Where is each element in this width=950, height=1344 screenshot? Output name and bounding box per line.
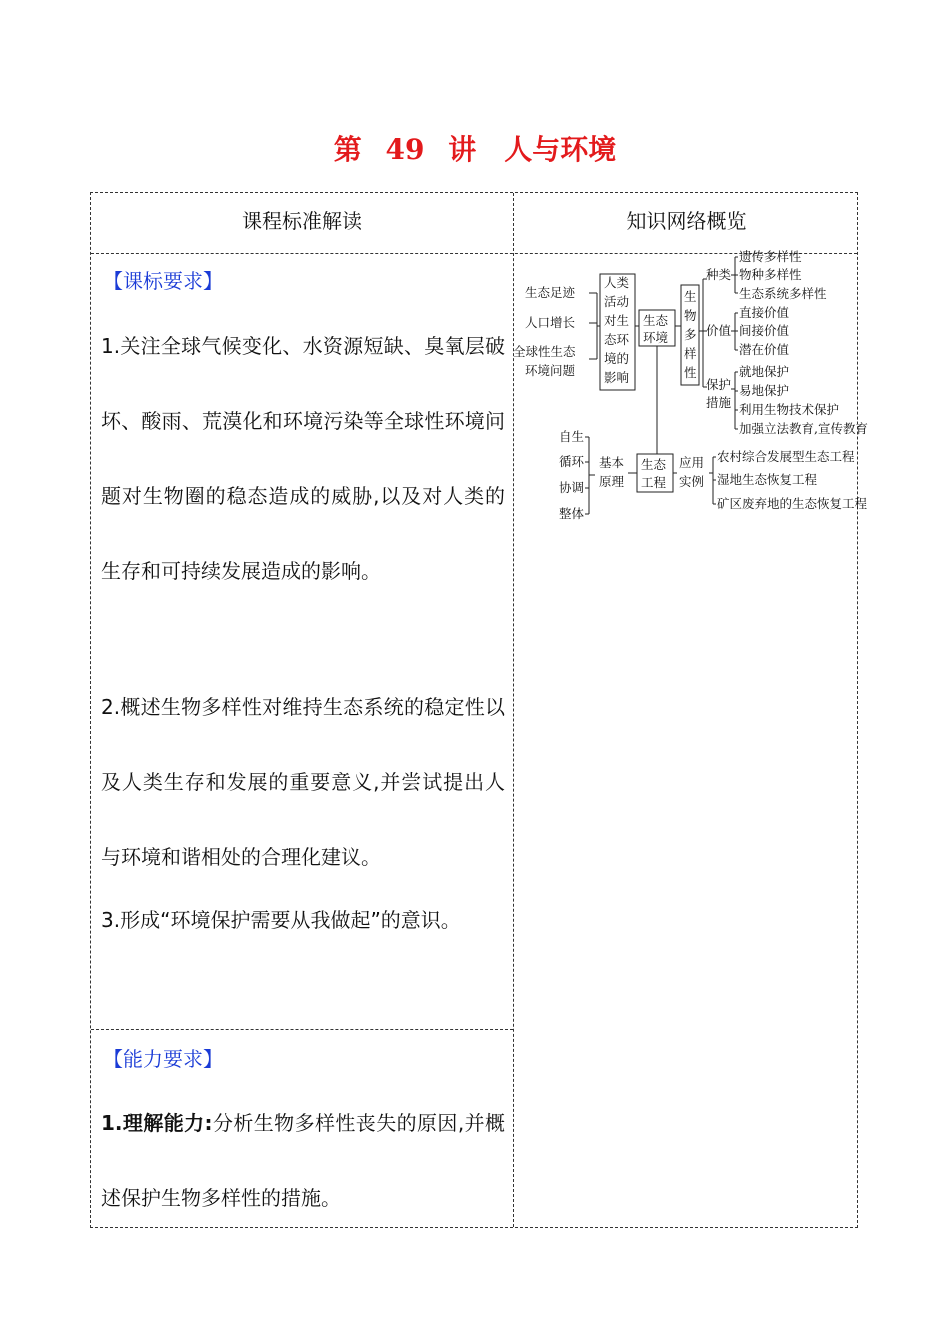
section-divider (91, 1029, 513, 1030)
node-example-rural: 农村综合发展型生态工程 (717, 449, 855, 464)
node-value-direct: 直接价值 (739, 305, 790, 320)
node-principle-whole: 整体 (559, 506, 585, 521)
left-column-header: 课程标准解读 (242, 209, 362, 233)
node-principle-coord: 协调 (559, 480, 585, 495)
node-protect-biotech: 利用生物技术保护 (739, 402, 840, 417)
node-bio-3: 多 (684, 327, 697, 342)
node-apply-label-2: 实例 (679, 474, 705, 489)
node-bio-1: 生 (684, 289, 697, 304)
node-ecological-footprint: 生态足迹 (525, 285, 576, 300)
node-bio-2: 物 (684, 308, 697, 323)
ability-item-text: 分析生物多样性丧失的原因,并概述保护生物多样性的措施。 (101, 1111, 505, 1210)
node-basic-label-1: 基本 (599, 455, 625, 470)
diagram-svg (513, 249, 868, 547)
node-apply-label-1: 应用 (679, 455, 705, 470)
node-impact-5: 境的 (604, 351, 630, 366)
standard-item-3: 3.形成“环境保护需要从我做起”的意识。 (101, 908, 461, 932)
standard-item-1: 1.关注全球气候变化、水资源短缺、臭氧层破坏、酸雨、荒漠化和环境污染等全球性环境问题对生物圈的稳态造成的威胁,以及对人类的生存和可持续发展造成的影响。 (101, 334, 505, 583)
node-protect-legislation: 加强立法教育,宣传教育 (739, 421, 868, 436)
node-principle-cycle: 循环 (559, 454, 585, 469)
node-eco-env-2: 环境 (643, 330, 669, 345)
ability-heading: 【能力要求】 (103, 1047, 223, 1071)
node-type-species: 物种多样性 (739, 267, 802, 282)
node-protect-insitu: 就地保护 (739, 364, 790, 379)
node-global-env-2: 环境问题 (525, 363, 576, 378)
ability-item-1 (101, 1086, 505, 1236)
node-eng-1: 生态 (641, 457, 667, 472)
page-title: 第 49 讲 人与环境 (333, 133, 617, 166)
node-global-env-1: 全球性生态 (513, 344, 576, 359)
node-value-potential: 潜在价值 (739, 342, 790, 357)
node-impact-4: 态环 (604, 332, 630, 347)
content-table (90, 192, 868, 1228)
node-impact-3: 对生 (604, 313, 630, 328)
node-protect-exsitu: 易地保护 (739, 383, 790, 398)
node-impact-2: 活动 (604, 294, 630, 309)
standard-item-2: 2.概述生物多样性对维持生态系统的稳定性以及人类生存和发展的重要意义,并尝试提出人与环境和谐相处的合理化建议。 (101, 695, 505, 869)
node-value-label: 价值 (706, 323, 732, 338)
node-eco-env-1: 生态 (643, 313, 669, 328)
right-column-header: 知识网络概览 (626, 209, 747, 233)
knowledge-network-diagram (513, 249, 868, 547)
node-bio-5: 性 (684, 365, 697, 380)
node-impact-6: 影响 (604, 370, 630, 385)
node-bio-4: 样 (684, 346, 697, 361)
standards-heading: 【课标要求】 (103, 269, 223, 293)
node-population-growth: 人口增长 (525, 315, 576, 330)
node-types-label: 种类 (706, 267, 732, 282)
node-example-mine: 矿区废弃地的生态恢复工程 (717, 496, 868, 511)
node-type-genetic: 遗传多样性 (739, 249, 802, 264)
node-protect-label-1: 保护 (706, 377, 732, 392)
node-value-indirect: 间接价值 (739, 323, 790, 338)
node-type-ecosystem: 生态系统多样性 (739, 286, 827, 301)
node-protect-label-2: 措施 (706, 395, 732, 410)
node-principle-self: 自生 (559, 429, 585, 444)
ability-item-label: 1.理解能力: (101, 1111, 213, 1135)
node-basic-label-2: 原理 (599, 474, 625, 489)
node-eng-2: 工程 (641, 475, 667, 490)
node-impact-1: 人类 (604, 275, 630, 290)
node-example-wetland: 湿地生态恢复工程 (717, 472, 818, 487)
